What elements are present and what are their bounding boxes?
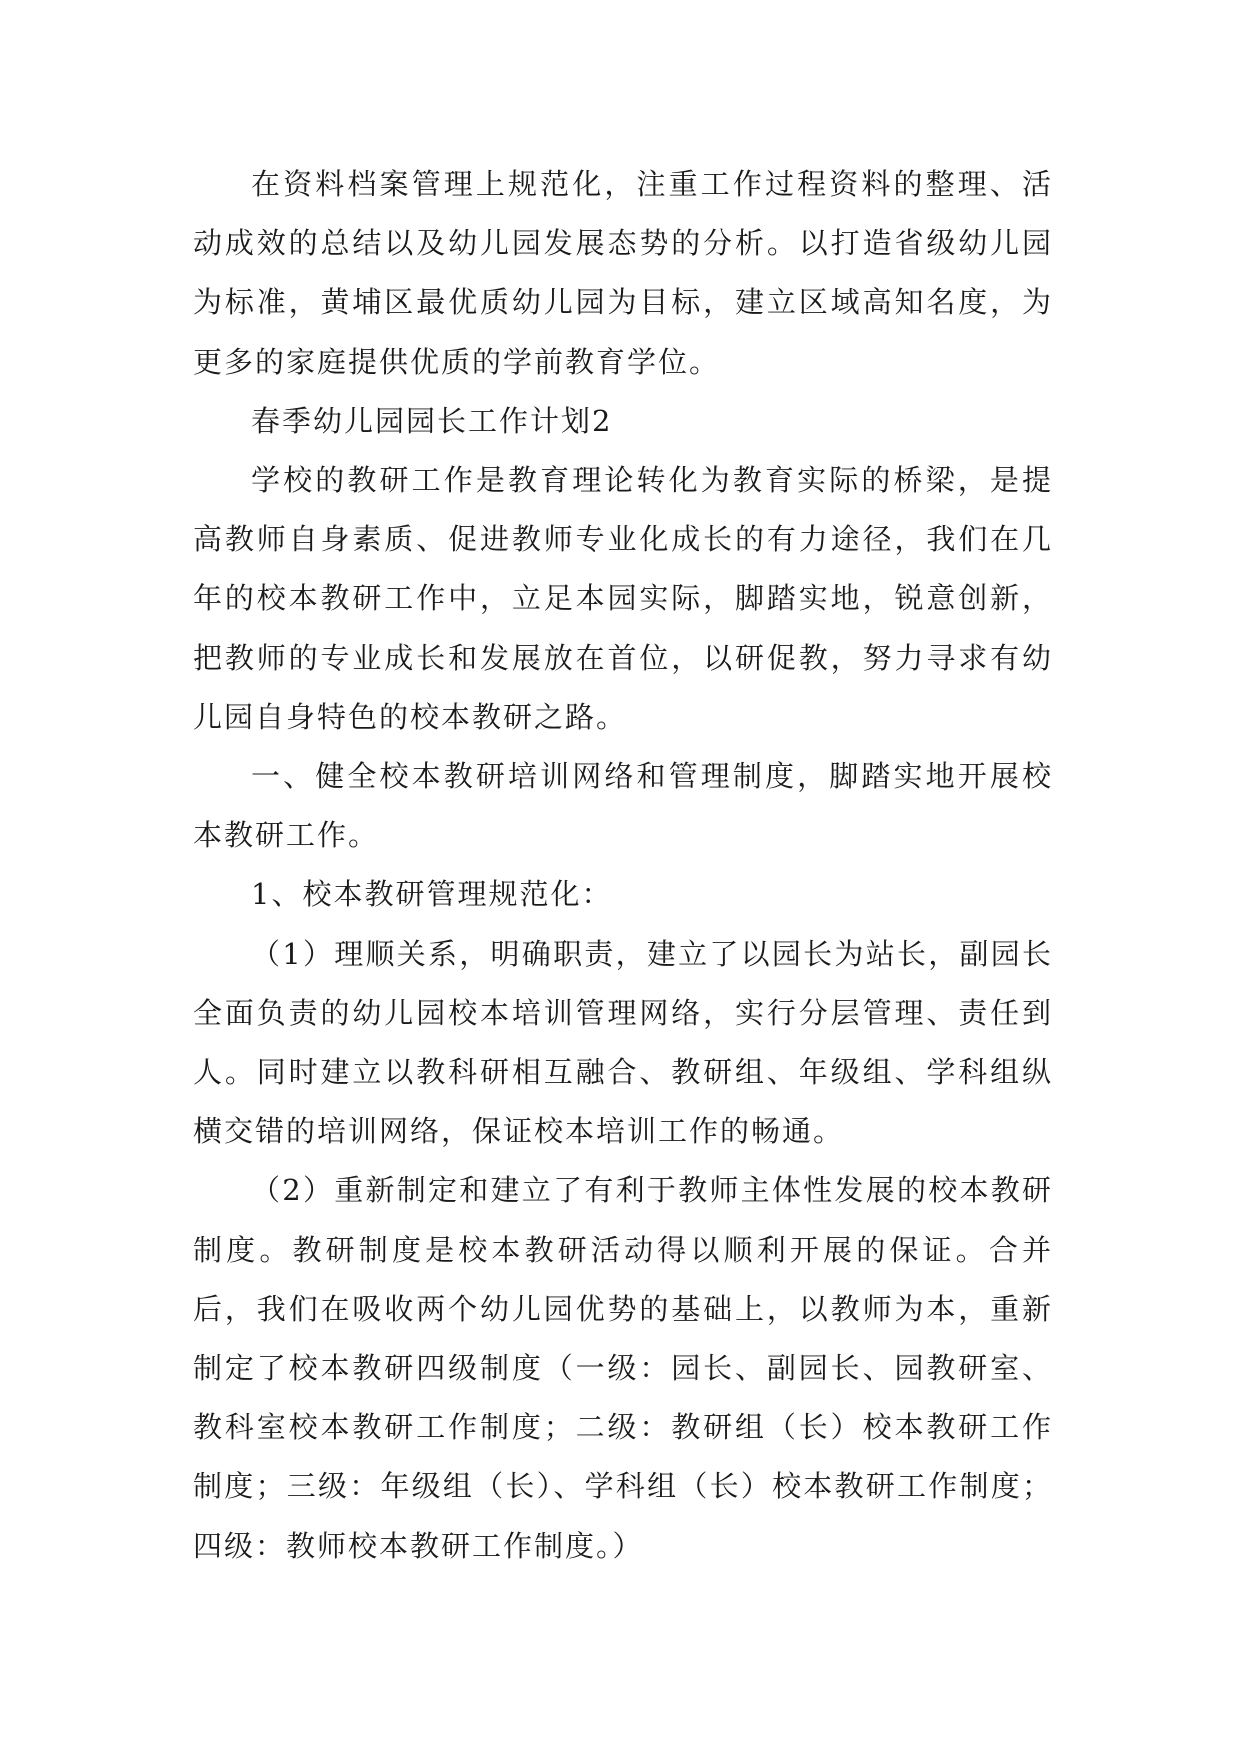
heading-item-one: 1、校本教研管理规范化： <box>251 877 613 912</box>
paragraph-teaching-research-intro: 学校的教研工作是教育理论转化为教育实际的桥梁，是提高教师自身素质、促进教师专业化成长的有力途径，我们在几年的校本教研工作中，立足本园实际，脚踏实地，锐意创新，把教师的专业成长和发展放在首位，以研促教，努力寻求有幼儿园自身特色的校本教研之路。 <box>193 463 1053 734</box>
paragraph-archive-management: 在资料档案管理上规范化，注重工作过程资料的整理、活动成效的总结以及幼儿园发展态势的分析。以打造省级幼儿园为标准，黄埔区最优质幼儿园为目标，建立区域高知名度，为更多的家庭提供优质的学前教育学位。 <box>193 167 1053 379</box>
paragraph-point-1: （1）理顺关系，明确职责，建立了以园长为站长，副园长全面负责的幼儿园校本培训管理网络，实行分层管理、责任到人。同时建立以教科研相互融合、教研组、年级组、学科组纵横交错的培训网络，保证校本培训工作的畅通。 <box>193 936 1053 1149</box>
section-heading-plan-2: 春季幼儿园园长工作计划2 <box>251 403 613 438</box>
paragraph-point-2: （2）重新制定和建立了有利于教师主体性发展的校本教研制度。教研制度是校本教研活动得以顺利开展的保证。合并后，我们在吸收两个幼儿园优势的基础上，以教师为本，重新制定了校本教研四级制度（一级：园长、副园长、园教研室、教科室校本教研工作制度；二级：教研组（长）校本教研工作制度；三级：年级组（长）、学科组（长）校本教研工作制度；四级：教师校本教研工作制度。） <box>193 1173 1053 1563</box>
heading-section-one: 一、健全校本教研培训网络和管理制度，脚踏实地开展校本教研工作。 <box>193 759 1053 853</box>
document-body <box>193 155 1053 1576</box>
